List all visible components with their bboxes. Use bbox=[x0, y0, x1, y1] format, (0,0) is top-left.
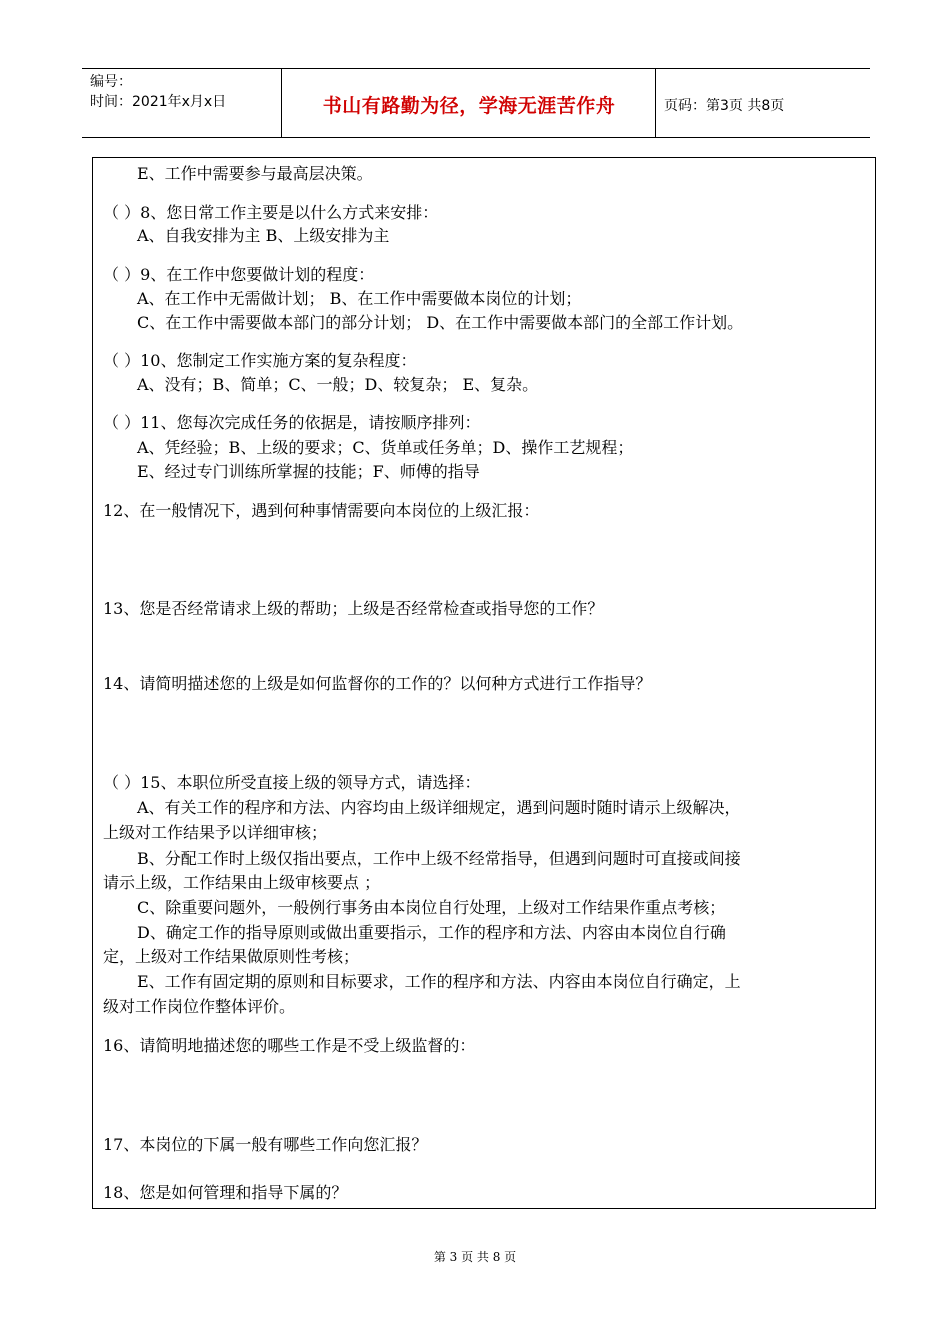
question-line: 16、请简明地描述您的哪些工作是不受上级监督的： bbox=[103, 1036, 476, 1055]
question-line: （ ）9、在工作中您要做计划的程度： bbox=[103, 265, 375, 284]
option-line: E、经过专门训练所掌握的技能；F、师傅的指导 bbox=[137, 462, 480, 481]
option-line: 级对工作岗位作整体评价。 bbox=[103, 997, 296, 1016]
header-page-number: 页码：第3页 共8页 bbox=[664, 98, 785, 114]
option-line: 上级对工作结果予以详细审核； bbox=[103, 823, 328, 842]
question-line: 17、本岗位的下属一般有哪些工作向您汇报？ bbox=[103, 1135, 428, 1154]
document-date-label: 时间：2021年x月x日 bbox=[90, 94, 227, 110]
question-line: 14、请简明描述您的上级是如何监督你的工作的？以何种方式进行工作指导？ bbox=[103, 674, 652, 693]
header-divider bbox=[655, 69, 656, 137]
option-line: D、确定工作的指导原则或做出重要指示，工作的程序和方法、内容由本岗位自行确 bbox=[137, 923, 726, 942]
question-line: 18、您是如何管理和指导下属的？ bbox=[103, 1183, 348, 1202]
option-line: 请示上级，工作结果由上级审核要点 ； bbox=[103, 873, 381, 892]
option-line: A、没有；B、简单；C、一般；D、较复杂； E、复杂。 bbox=[137, 375, 539, 394]
question-line: 13、您是否经常请求上级的帮助；上级是否经常检查或指导您的工作？ bbox=[103, 599, 604, 618]
option-line: A、有关工作的程序和方法、内容均由上级详细规定，遇到问题时随时请示上级解决， bbox=[137, 798, 741, 817]
option-line: A、自我安排为主 B、上级安排为主 bbox=[137, 226, 390, 245]
header-motto: 书山有路勤为径，学海无涯苦作舟 bbox=[322, 95, 616, 117]
option-line: A、在工作中无需做计划； B、在工作中需要做本岗位的计划； bbox=[137, 289, 582, 308]
option-line: C、除重要问题外，一般例行事务由本岗位自行处理，上级对工作结果作重点考核； bbox=[137, 898, 726, 917]
page-header bbox=[82, 68, 870, 138]
header-divider bbox=[281, 69, 282, 137]
option-line: 定，上级对工作结果做原则性考核； bbox=[103, 947, 360, 966]
question-line: 12、在一般情况下，遇到何种事情需要向本岗位的上级汇报： bbox=[103, 501, 540, 520]
questionnaire-box bbox=[92, 157, 876, 1209]
question-line: （ ）10、您制定工作实施方案的复杂程度： bbox=[103, 351, 417, 370]
document-number-label: 编号： bbox=[90, 74, 132, 90]
question-line: （ ）8、您日常工作主要是以什么方式来安排： bbox=[103, 203, 439, 222]
option-line: B、分配工作时上级仅指出要点，工作中上级不经常指导，但遇到问题时可直接或间接 bbox=[137, 849, 741, 868]
option-line: E、工作有固定期的原则和目标要求，工作的程序和方法、内容由本岗位自行确定，上 bbox=[137, 972, 741, 991]
question-line: （ ）15、本职位所受直接上级的领导方式，请选择： bbox=[103, 773, 481, 792]
header-meta bbox=[90, 72, 226, 112]
option-line: A、凭经验；B、上级的要求；C、货单或任务单；D、操作工艺规程； bbox=[137, 438, 634, 457]
option-line: C、在工作中需要做本部门的部分计划； D、在工作中需要做本部门的全部工作计划。 bbox=[137, 313, 744, 332]
question-line: （ ）11、您每次完成任务的依据是，请按顺序排列： bbox=[103, 413, 481, 432]
option-line: E、工作中需要参与最高层决策。 bbox=[137, 164, 373, 183]
page-footer: 第 3 页 共 8 页 bbox=[433, 1250, 517, 1264]
